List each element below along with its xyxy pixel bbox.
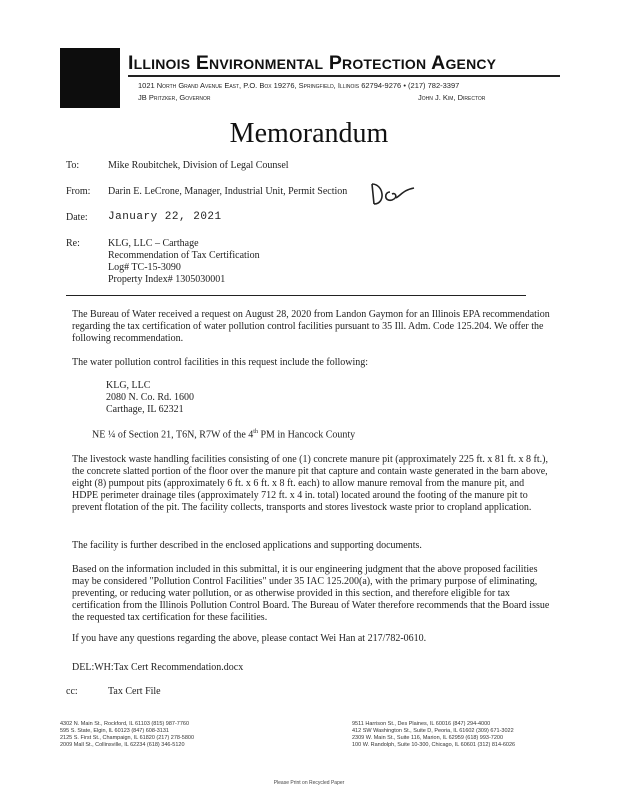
agency-name: Illinois Environmental Protection Agency	[128, 52, 497, 74]
paragraph-contact: If you have any questions regarding the above, please contact Wei Han at 217/782-0610.	[72, 633, 427, 644]
footer-offices-right	[352, 721, 515, 749]
recycled-paper-note: Please Print on Recycled Paper	[273, 780, 345, 786]
footer-office: 4302 N. Main St., Rockford, IL 61103 (815) 987-7760	[60, 721, 190, 727]
paragraph-enclosures: The facility is further described in the enclosed applications and supporting documents.	[72, 540, 422, 551]
re-line: KLG, LLC – Carthage	[108, 238, 199, 249]
letterhead-rule	[128, 75, 560, 77]
paragraph-request: The Bureau of Water received a request on August 28, 2020 from Landon Gaymon for an Illinois EPA recommendation regarding the tax certification of water pollution control facilities pursuant to 35 Ill. Adm. Code 125.204. We offer the following recommendation.	[72, 309, 550, 344]
facility-location: NE ¼ of Section 21, T6N, R7W of the 4th PM in Hancock County	[92, 429, 356, 441]
re-label: Re:	[66, 238, 80, 249]
date-value: January 22, 2021	[108, 211, 222, 223]
footer-office: 595 S. State, Elgin, IL 60123 (847) 608-3131	[60, 728, 169, 734]
facility-address-line: Carthage, IL 62321	[106, 404, 184, 415]
re-line: Log# TC-15-3090	[108, 262, 181, 273]
footer-offices-left	[60, 721, 194, 749]
footer-office: 2309 W. Main St., Suite 116, Marion, IL 62959 (618) 993-7200	[352, 735, 504, 741]
footer-office: 2009 Mall St., Collinsville, IL 62234 (618) 346-5120	[60, 742, 185, 748]
director-name: John J. Kim, Director	[418, 93, 486, 102]
paragraph-description: The livestock waste handling facilities consisting of one (1) concrete manure pit (approximately 225 ft. x 81 ft. x 8 ft.), the concrete slatted portion of the floor over the manure pit that capture and contain waste generated in the barn above, eight (8) pumpout pits (approximately 6 ft. x 6 ft. x 8 ft. each) to allow manure removal from the manure pit, and HDPE perimeter drainage tiles (approximately 712 ft. x 4 in. total) located around the footing of the manure pit to prevent flotation of the pit. The facility collects, transports and stores livestock waste prior to cropland application.	[72, 454, 548, 513]
facility-address-line: 2080 N. Co. Rd. 1600	[106, 392, 195, 403]
document-reference: DEL:WH:Tax Cert Recommendation.docx	[72, 662, 244, 673]
date-label: Date:	[66, 212, 88, 223]
agency-address: 1021 North Grand Avenue East, P.O. Box 19276, Springfield, Illinois 62794-9276 • (217) 782-3397	[138, 81, 460, 90]
re-line: Recommendation of Tax Certification	[108, 250, 260, 261]
cc-value: Tax Cert File	[108, 686, 161, 697]
facility-address-line: KLG, LLC	[106, 380, 151, 391]
paragraph-facilities-intro: The water pollution control facilities in this request include the following:	[72, 357, 369, 368]
facility-address	[106, 380, 194, 416]
governor-name: JB Pritzker, Governor	[138, 93, 211, 102]
from-label: From:	[66, 186, 91, 197]
footer-office: 9511 Harrison St., Des Plaines, IL 60016 (847) 294-4000	[352, 721, 491, 727]
footer-office: 100 W. Randolph, Suite 10-300, Chicago, IL 60601 (312) 814-6026	[352, 742, 516, 748]
re-block	[108, 238, 260, 286]
to-label: To:	[66, 160, 80, 171]
from-value: Darin E. LeCrone, Manager, Industrial Unit, Permit Section	[108, 186, 348, 197]
agency-logo	[60, 48, 120, 108]
header-divider	[66, 295, 526, 296]
cc-label: cc:	[66, 686, 78, 697]
to-value: Mike Roubitchek, Division of Legal Counsel	[108, 160, 289, 171]
footer-office: 412 SW Washington St., Suite D, Peoria, IL 61602 (309) 671-3022	[352, 728, 514, 734]
signature-initials	[368, 178, 418, 208]
footer-office: 2125 S. First St., Champaign, IL 61820 (217) 278-5800	[60, 735, 195, 741]
re-line: Property Index# 1305030001	[108, 274, 226, 285]
paragraph-judgment: Based on the information included in this submittal, it is our engineering judgment that the above proposed facilities may be considered "Pollution Control Facilities" under 35 IAC 125.200(a), with the primary purpose of eliminating, preventing, or reducing water pollution, or as otherwise provided in this section, and therefore eligible for tax certification from the Illinois Pollution Control Board. The Bureau of Water therefore recommends that the Board issue the requested tax certification for these facilities.	[72, 564, 550, 623]
memo-title: Memorandum	[229, 118, 389, 149]
